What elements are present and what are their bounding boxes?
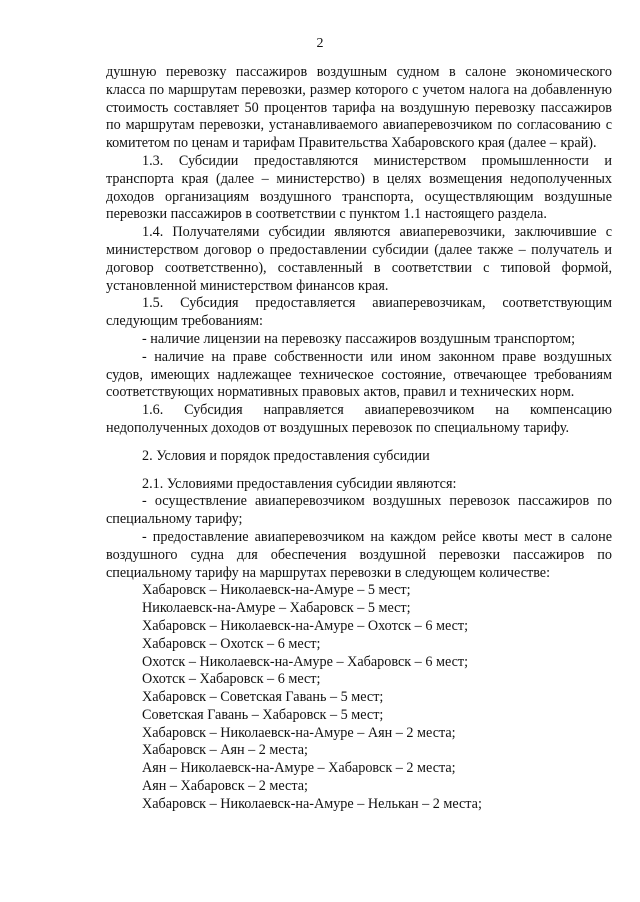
route-item: Охотск – Николаевск-на-Амуре – Хабаровск – 6 мест; [142,653,469,670]
requirement-license: - наличие лицензии на перевозку пассажиров воздушным транспортом; [142,330,576,347]
route-item: Охотск – Хабаровск – 6 мест; [142,671,321,688]
paragraph-1-6: 1.6. Субсидия направляется авиаперевозчиком на компенсацию недополученных доходов от воздушных перевозок по специальному тарифу. [106,402,612,436]
route-item: Хабаровск – Советская Гавань – 5 мест; [142,689,384,706]
document-body [106,64,612,814]
route-item: Хабаровск – Николаевск-на-Амуре – Охотск – 6 мест; [142,617,469,634]
condition-special-tariff: - осуществление авиаперевозчиком воздушных перевозок пассажиров по специальному тарифу; [106,493,612,528]
route-item: Хабаровск – Аян – 2 места; [142,742,308,759]
condition-seat-quota: - предоставление авиаперевозчиком на каждом рейсе квоты мест в салоне воздушного судна для обеспечения воздушной перевозки пассажиров по специальному тарифу на маршрутах перевозки в следующем количестве: [106,528,612,581]
route-item: Аян – Николаевск-на-Амуре – Хабаровск – 2 места; [142,760,456,777]
route-item: Советская Гавань – Хабаровск – 5 мест; [142,706,384,723]
section-heading: 2. Условия и порядок предоставления субсидии [142,447,430,464]
route-item: Хабаровск – Николаевск-на-Амуре – Аян – 2 места; [142,724,456,741]
page-number: 2 [316,36,324,51]
paragraph-continuation: душную перевозку пассажиров воздушным судном в салоне экономического класса по маршрутам перевозки, размер которого с учетом налога на добавленную стоимость составляет 50 процентов тарифа на воздушную перевозку пассажиров по маршрутам перевозки, устанавливаемого авиаперевозчиком по согласованию с комитетом по ценам и тарифам Правительства Хабаровского края (далее – край). [106,64,612,152]
paragraph-1-5: 1.5. Субсидия предоставляется авиаперевозчикам, соответствующим следующим требованиям: [106,295,612,330]
requirement-aircraft: - наличие на праве собственности или ином законном праве воздушных судов, имеющих надлежащее техническое состояние, отвечающее требованиям соответствующих нормативных правовых актов, правил и технических норм. [106,348,612,401]
paragraph-1-3: 1.3. Субсидии предоставляются министерством промышленности и транспорта края (далее – министерство) в целях возмещения недополученных доходов организациям воздушного транспорта, осуществляющим воздушные перевозки пассажиров в соответствии с пунктом 1.1 настоящего раздела. [106,152,612,223]
route-item: Хабаровск – Николаевск-на-Амуре – 5 мест; [142,582,411,599]
route-item: Хабаровск – Николаевск-на-Амуре – Нелькан – 2 места; [142,795,482,812]
route-item: Хабаровск – Охотск – 6 мест; [142,635,321,652]
paragraph-2-1: 2.1. Условиями предоставления субсидии являются: [142,475,457,492]
route-item: Николаевск-на-Амуре – Хабаровск – 5 мест; [142,600,411,617]
route-item: Аян – Хабаровск – 2 места; [142,778,308,795]
paragraph-1-4: 1.4. Получателями субсидии являются авиаперевозчики, заключившие с министерством договор о предоставлении субсидии (далее также – получатель и договор соответственно), составленный в соответствии с типовой формой, установленной министерством финансов края. [106,224,612,294]
route-list [106,582,612,813]
